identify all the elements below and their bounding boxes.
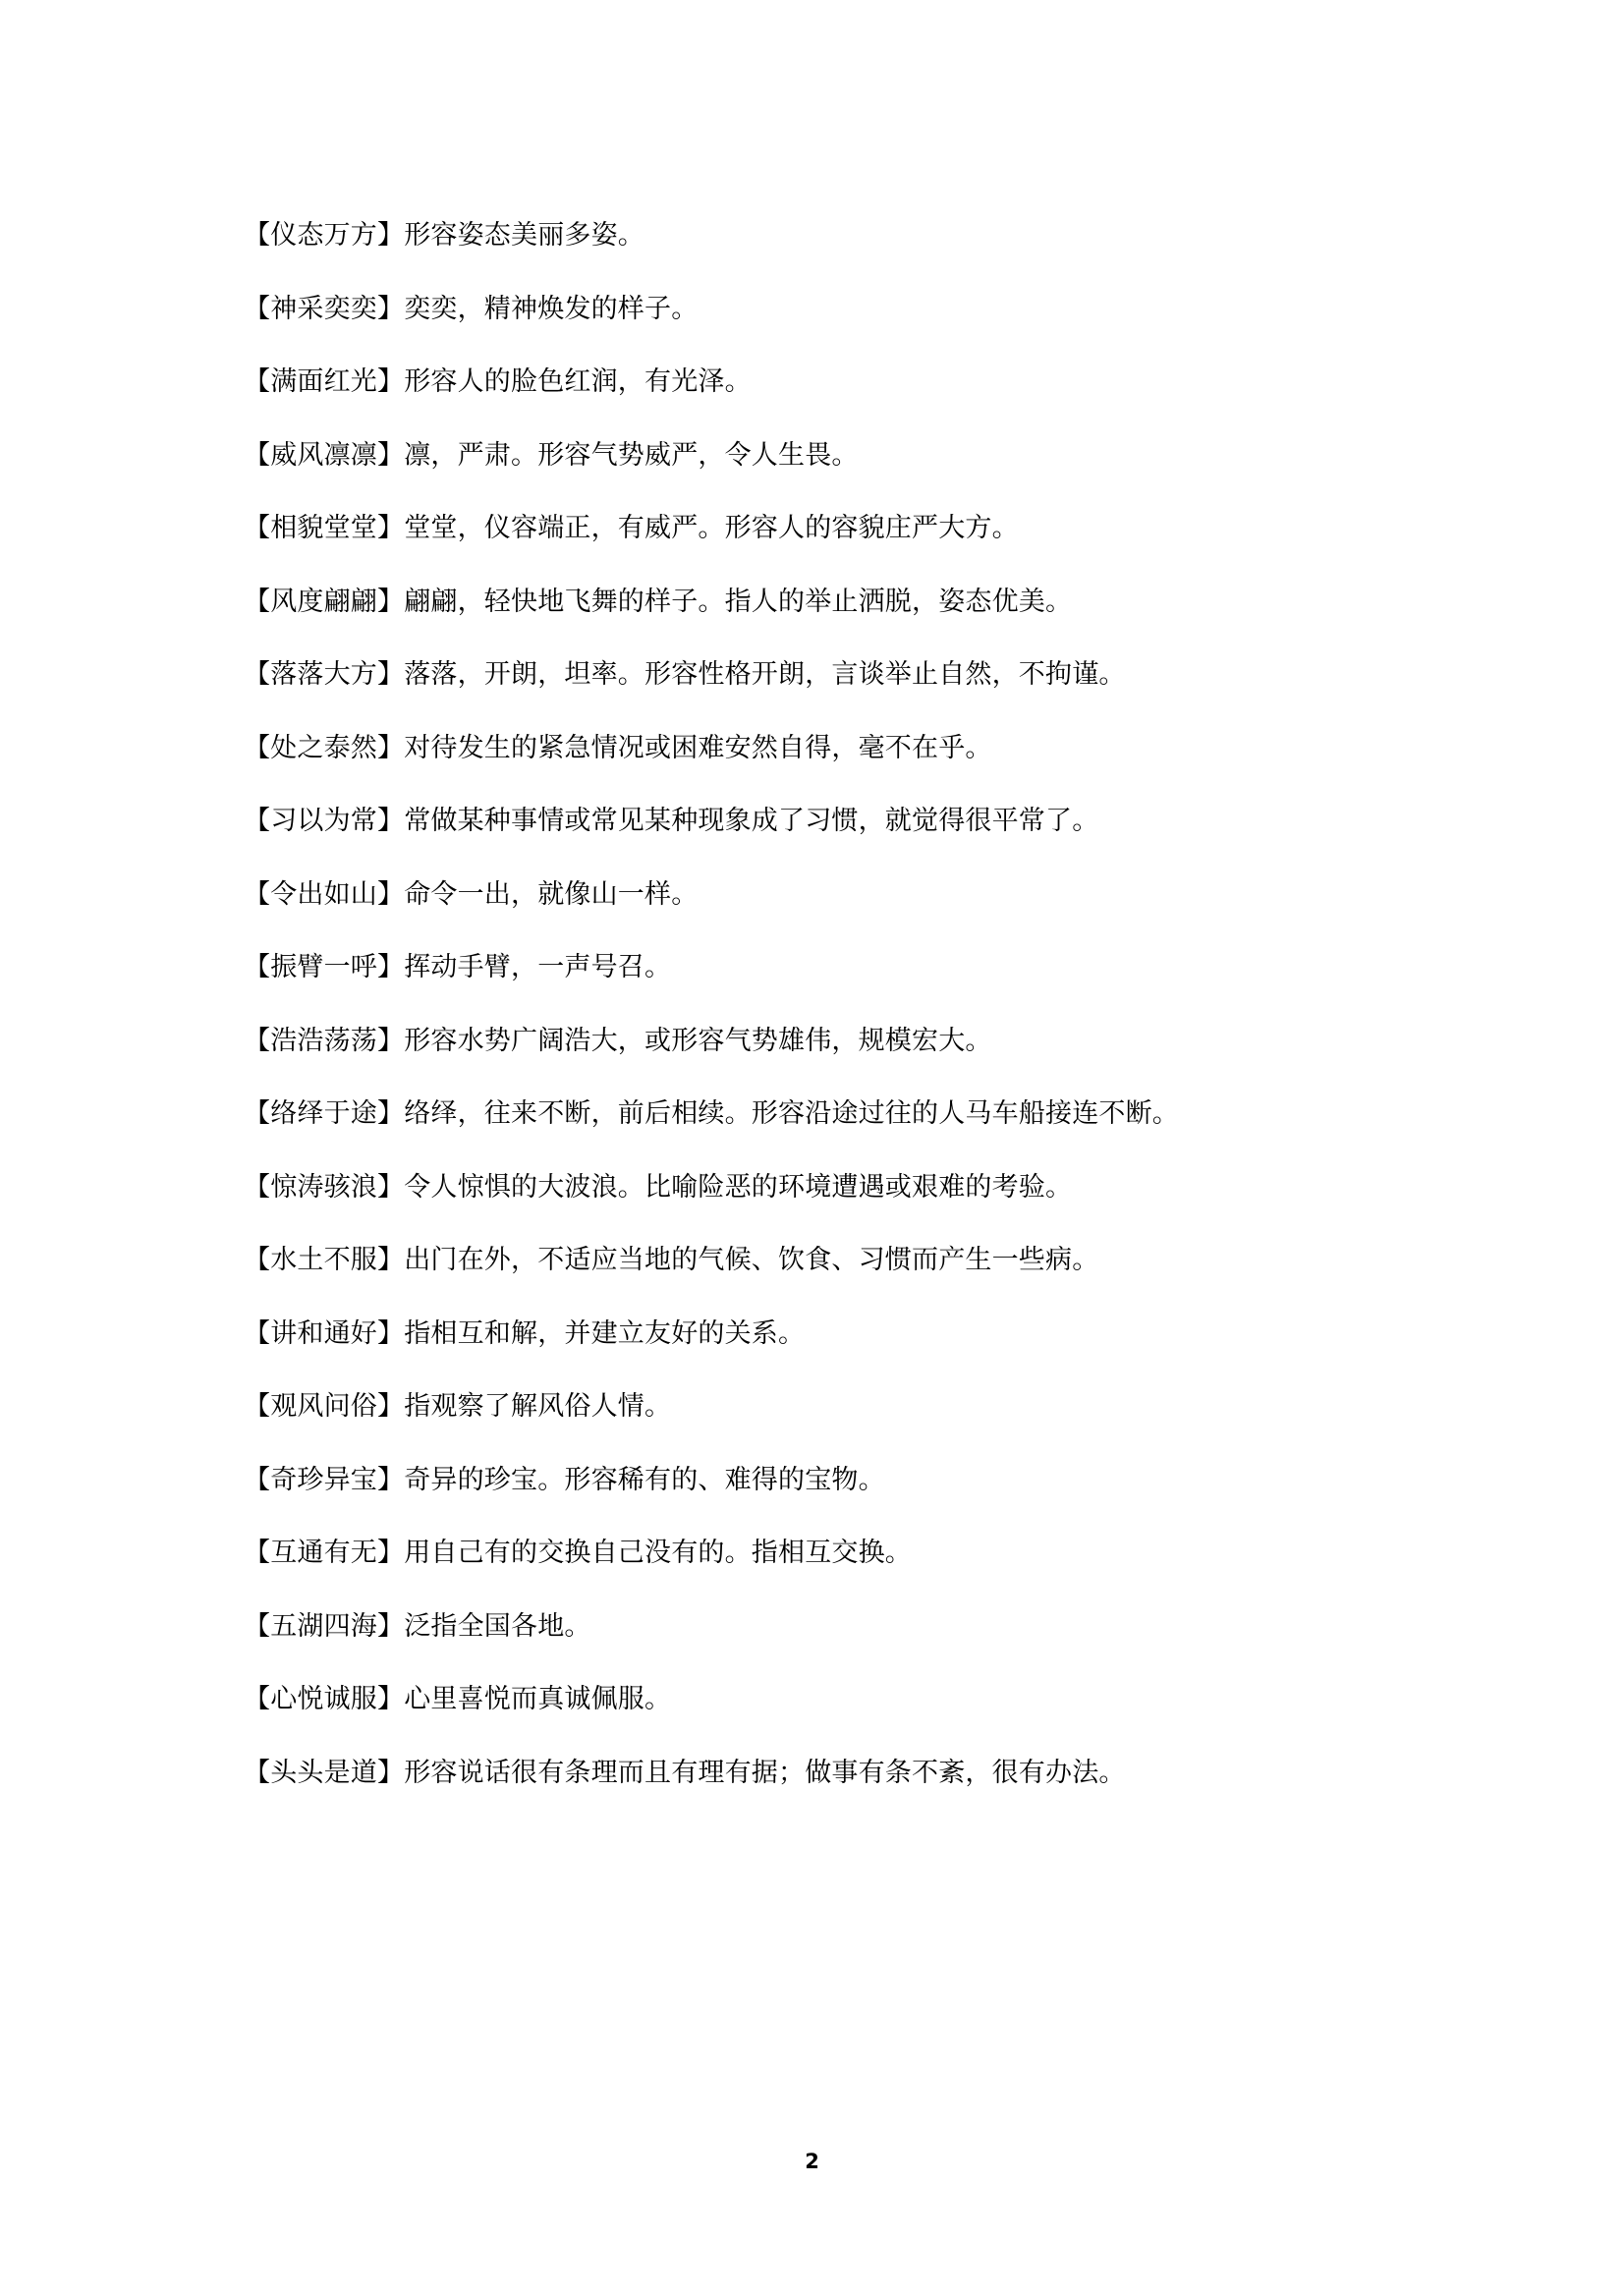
idiom-term: 【神采奕奕】 xyxy=(244,293,405,324)
idiom-definition: 凛，严肃。形容气势威严，令人生畏。 xyxy=(404,439,859,471)
idiom-term: 【处之泰然】 xyxy=(244,732,405,763)
idiom-definition: 令人惊惧的大波浪。比喻险恶的环境遭遇或艰难的考验。 xyxy=(404,1171,1073,1203)
list-item xyxy=(244,1540,1423,1566)
idiom-definition: 指观察了解风俗人情。 xyxy=(404,1391,672,1422)
idiom-term: 【令出如山】 xyxy=(244,878,405,910)
idiom-term: 【水土不服】 xyxy=(244,1245,405,1275)
idiom-definition: 落落，开朗，坦率。形容性格开朗，言谈举止自然，不拘谨。 xyxy=(404,659,1126,690)
list-item xyxy=(244,732,1423,763)
list-item xyxy=(244,878,1423,910)
list-item xyxy=(244,1247,1423,1273)
list-item xyxy=(244,1464,1423,1495)
idiom-definition: 奇异的珍宝。形容稀有的、难得的宝物。 xyxy=(404,1464,885,1495)
list-item xyxy=(244,1317,1423,1349)
idiom-term: 【满面红光】 xyxy=(244,366,405,397)
list-item xyxy=(244,1757,1423,1788)
idiom-term: 【威风凛凛】 xyxy=(244,439,405,471)
idiom-definition: 形容说话很有条理而且有理有据；做事有条不紊，很有办法。 xyxy=(404,1757,1126,1788)
list-item xyxy=(244,1610,1423,1642)
list-item xyxy=(244,808,1423,834)
idiom-definition: 常做某种事情或常见某种现象成了习惯，就觉得很平常了。 xyxy=(404,806,1099,836)
idiom-term: 【仪态万方】 xyxy=(244,220,405,251)
list-item xyxy=(244,293,1423,324)
list-item xyxy=(244,1100,1423,1127)
list-item xyxy=(244,954,1423,980)
idiom-definition: 出门在外，不适应当地的气候、饮食、习惯而产生一些病。 xyxy=(404,1245,1099,1275)
idiom-term: 【相貌堂堂】 xyxy=(244,513,405,543)
page-number: 2 xyxy=(805,2150,819,2173)
idiom-definition: 堂堂，仪容端正，有威严。形容人的容貌庄严大方。 xyxy=(404,513,1019,543)
idiom-term: 【互通有无】 xyxy=(244,1538,405,1568)
idiom-definition: 命令一出，就像山一样。 xyxy=(404,878,699,910)
idiom-term: 【惊涛骇浪】 xyxy=(244,1171,405,1203)
idiom-term: 【浩浩荡荡】 xyxy=(244,1025,405,1056)
list-item xyxy=(244,1025,1423,1056)
idiom-definition: 对待发生的紧急情况或困难安然自得，毫不在乎。 xyxy=(404,732,992,763)
list-item xyxy=(244,1393,1423,1420)
list-item xyxy=(244,588,1423,615)
idiom-term: 【讲和通好】 xyxy=(244,1317,405,1349)
list-item xyxy=(244,1171,1423,1203)
idiom-entry-list xyxy=(244,222,1423,1832)
idiom-definition: 奕奕，精神焕发的样子。 xyxy=(404,293,699,324)
idiom-term: 【心悦诚服】 xyxy=(244,1684,405,1714)
idiom-term: 【振臂一呼】 xyxy=(244,952,405,982)
list-item xyxy=(244,515,1423,541)
list-item xyxy=(244,222,1423,249)
idiom-definition: 形容姿态美丽多姿。 xyxy=(404,220,645,251)
list-item xyxy=(244,368,1423,395)
list-item xyxy=(244,661,1423,688)
list-item xyxy=(244,1686,1423,1712)
idiom-definition: 翩翩，轻快地飞舞的样子。指人的举止洒脱，姿态优美。 xyxy=(404,586,1073,617)
idiom-definition: 络绎，往来不断，前后相续。形容沿途过往的人马车船接连不断。 xyxy=(404,1098,1180,1129)
idiom-term: 【头头是道】 xyxy=(244,1757,405,1788)
idiom-definition: 心里喜悦而真诚佩服。 xyxy=(404,1684,672,1714)
idiom-term: 【五湖四海】 xyxy=(244,1610,405,1642)
idiom-definition: 形容水势广阔浩大，或形容气势雄伟，规模宏大。 xyxy=(404,1025,992,1056)
idiom-term: 【奇珍异宝】 xyxy=(244,1464,405,1495)
idiom-term: 【络绎于途】 xyxy=(244,1098,405,1129)
idiom-term: 【风度翩翩】 xyxy=(244,586,405,617)
idiom-definition: 形容人的脸色红润，有光泽。 xyxy=(404,366,752,397)
idiom-term: 【观风问俗】 xyxy=(244,1391,405,1422)
idiom-definition: 挥动手臂，一声号召。 xyxy=(404,952,672,982)
idiom-definition: 指相互和解，并建立友好的关系。 xyxy=(404,1317,806,1349)
idiom-term: 【落落大方】 xyxy=(244,659,405,690)
list-item xyxy=(244,439,1423,471)
idiom-term: 【习以为常】 xyxy=(244,806,405,836)
idiom-definition: 用自己有的交换自己没有的。指相互交换。 xyxy=(404,1538,913,1568)
idiom-definition: 泛指全国各地。 xyxy=(404,1610,591,1642)
